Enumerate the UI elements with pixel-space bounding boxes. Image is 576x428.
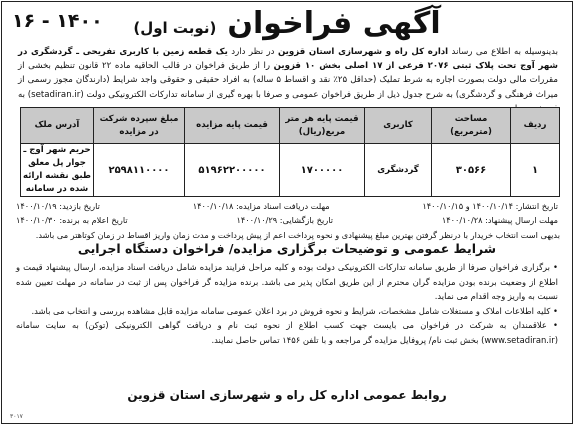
intro-org: اداره کل راه و شهرسازی استان قزوین [277,47,449,57]
terms-heading: شرایط عمومی و توضیحات برگزاری مزایده/ فراخوان دستگاه اجرایی [77,241,497,256]
intro-text-2: در نظر دارد [227,47,278,57]
col-price-per-m2: قیمت پایه هر متر مربع(ریال) [280,108,365,144]
visit-date: تاریخ بازدید: ۱۴۰۰/۱۰/۱۹ [16,201,100,211]
cell-base-price: ۵۱۹۶۲۲۰۰۰۰۰ [185,144,280,197]
col-deposit: مبلغ سپرده شرکت در مزایده [94,108,185,144]
cell-deposit: ۲۵۹۸۱۱۰۰۰۰ [94,144,185,197]
col-row: ردیف [511,108,560,144]
winner-date: تاریخ اعلام به برنده: ۱۴۰۰/۱۰/۳۰ [16,215,128,225]
cell-address: حریم شهر آوج ـ جوار پل معلق طبق نقشه ارائه شده در سامانه [21,144,94,197]
opening-date: تاریخ بازگشایی: ۱۴۰۰/۱۰/۲۹ [236,215,333,225]
cell-area: ۳۰۵۶۶ [432,144,511,197]
title-block [2,6,572,41]
intro-paragraph [18,45,558,116]
intro-text-3: را از طریق فراخوان در قالب الحاقیه ماده ۲۲ قانون تنظیم بخشی از مقررات مالی دولت بصورت اجاره به شرط تملیک (حداقل ۲۵٪ نقد و اقساط ۵ ساله) به افراد حقیقی و حقوقی واجد شرایط (دارندگان مجوز رسمی از میراث فرهنگی و گردشگری) به شرح جدول ذیل از طریق فراخوان عمومی و صرفا با بهره گیری از سامانه تدارکات الکترونیکی دولت (setadiran.ir) به [18,61,558,100]
round-label: (نوبت اول) [133,19,217,37]
footer-org: روابط عمومی اداره کل راه و شهرسازی استان قزوین [127,388,447,402]
dates-line-1 [16,200,558,212]
col-area: مساحت (مترمربع) [432,108,511,144]
submit-deadline: مهلت ارسال پیشنهاد: ۱۴۰۰/۱۰/۲۸ [441,215,558,225]
offer-table [20,107,560,197]
stamp-number: ۳۰۱۷ [10,413,23,420]
table-header-row [21,108,560,144]
cell-usage: گردشگری [365,144,432,197]
page-title: آگهی فراخوان [227,6,441,41]
table-row [21,144,560,197]
col-address: آدرس ملک [21,108,94,144]
term-item: • کلیه اطلاعات املاک و مستغلات شامل مشخصات، شرایط و نحوه فروش در برد اعلان عمومی سامانه مزایده قابل مشاهده بررسی و انتخاب می باشد. [31,305,558,316]
col-usage: کاربری [365,108,432,144]
intro-subject: یک قطعه زمین با کاربری تفریحی ـ گردشگری در شهر آوج تحت پلاک ثبتی ۲۰۷۶ فرعی از ۱۷ اصلی بخش ۱۰ قزوین [18,47,558,72]
advertisement-page [1,1,573,424]
intro-text-1: بدینوسیله به اطلاع می رساند [448,47,558,57]
publish-date: تاریخ انتشار: ۱۴۰۰/۱۰/۱۴ و ۱۴۰۰/۱۰/۱۵ [422,201,558,211]
docs-deadline: مهلت دریافت اسناد مزایده: ۱۴۰۰/۱۰/۱۸ [192,201,330,211]
term-item: • برگزاری فراخوان صرفا از طریق سامانه تدارکات الکترونیکی دولت بوده و کلیه مراحل فرایند مزایده شامل دریافت اسناد مزایده، ارسال پیشنهاد قیمت و اطلاع از وضعیت برنده بودن مزایده گران محترم از این طریق امکان پذیر می باشد. برنده مزایده گر فراخوان پس از ثبت در سامانه در مهلت تعیین شده نسبت به واریز وجه اقدام می نماید. [16,262,558,301]
col-base-price: قیمت پایه مزایده [185,108,280,144]
dates-line-2 [16,214,558,226]
cell-row: ۱ [511,144,560,197]
terms-list [16,260,558,347]
term-item: • علاقمندان به شرکت در فراخوان می بایست جهت کسب اطلاع از نحوه ثبت نام و دریافت گواهی الکترونیکی (توکن) به سایت سامانه (www.setadiran.ir) بخش ثبت نام/ پروفایل مزایده گر مراجعه و با تلفن ۱۴۵۶ تماس حاصل نمایند. [16,320,558,345]
ad-code: ۱۶ - ۱۴۰۰ [12,10,103,32]
selection-note: بدیهی است انتخاب خریدار با درنظر گرفتن بهترین مبلغ پیشنهادی و نحوه پرداخت اعم از پیش پرداخت و مدت زمان واریز اقساط در زمان کوتاهتر می باشد. [35,230,560,240]
cell-price-per-m2: ۱۷۰۰۰۰۰ [280,144,365,197]
